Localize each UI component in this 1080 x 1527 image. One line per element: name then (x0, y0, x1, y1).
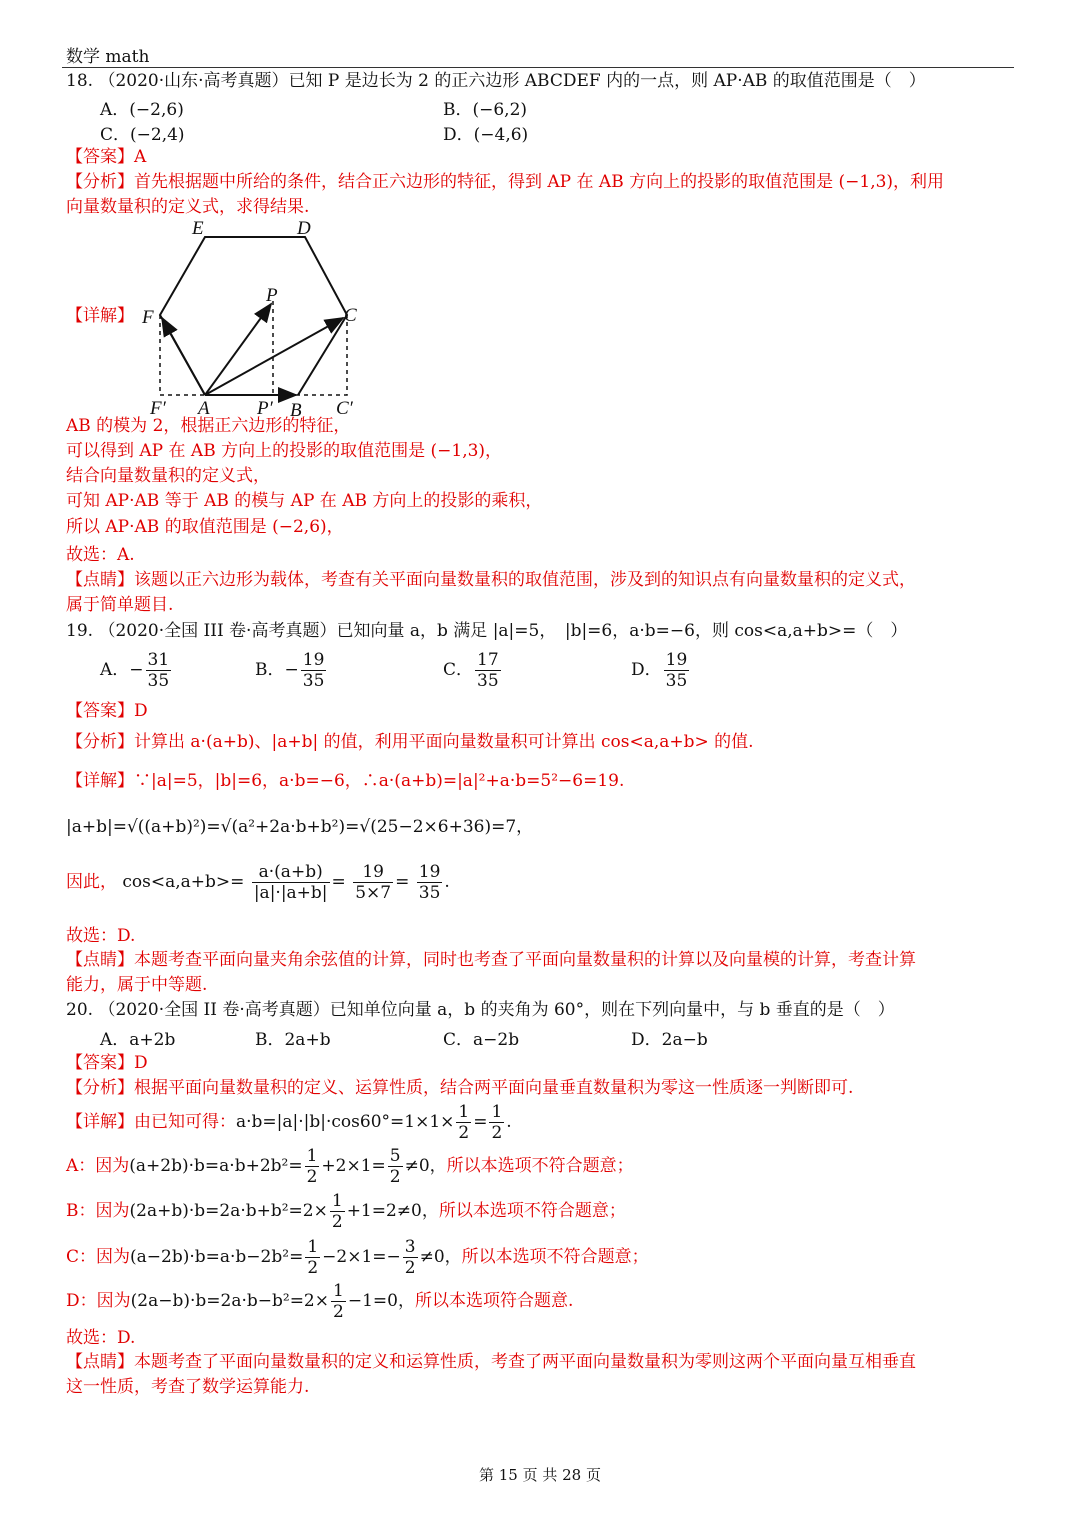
q19-detail: 【详解】∵|a|=5，|b|=6，a·b=−6，∴a·(a+b)=|a|²+a·b=5²−6=19. (66, 771, 625, 791)
q19-option-b: B．− $\frac{19}{35}$ (255, 650, 325, 691)
q18-option-d: D．(−4,6) (443, 125, 529, 145)
q19-option-c: C． $\frac{17}{35}$ (443, 650, 499, 691)
label-b: B (290, 400, 302, 420)
q19-analysis: 【分析】计算出 a·(a+b)、|a+b| 的值，利用平面向量数量积可计算出 cos<a,a+b> 的值. (66, 732, 754, 752)
q19-comment-1: 【点睛】本题考查平面向量夹角余弦值的计算，同时也考查了平面向量数量积的计算以及向量模的计算，考查计算 (66, 950, 916, 970)
vector-ap (205, 304, 271, 395)
q20-option-a: A．a+2b (100, 1030, 176, 1050)
q18-solution-6: 故选：A. (66, 545, 135, 565)
q19-stem: 19. （2020·全国 III 卷·高考真题）已知向量 a，b 满足 |a|=5， |b|=6，a·b=−6，则 cos<a,a+b>=（ ） (66, 621, 908, 641)
q18-option-c: C．(−2,4) (100, 125, 185, 145)
q18-solution-2: 可以得到 AP 在 AB 方向上的投影的取值范围是 (−1,3)， (66, 441, 503, 461)
label-f: F (142, 307, 154, 328)
q18-option-a: A．(−2,6) (100, 100, 184, 120)
q20-analysis: 【分析】根据平面向量数量积的定义、运算性质，结合两平面向量垂直数量积为零这一性质逐一判断即可. (66, 1078, 854, 1098)
q18-detail-label: 【详解】 (66, 306, 134, 326)
q20-stem: 20. （2020·全国 II 卷·高考真题）已知单位向量 a，b 的夹角为 60°，则在下列向量中，与 b 垂直的是（ ） (66, 1000, 895, 1020)
q19-choose: 故选：D. (66, 926, 136, 946)
q20-option-b: B．2a+b (255, 1030, 331, 1050)
q20-option-c: C．a−2b (443, 1030, 520, 1050)
q19-option-a: A．− $\frac{31}{35}$ (100, 650, 170, 691)
q20-option-d: D．2a−b (631, 1030, 708, 1050)
q18-solution-3: 结合向量数量积的定义式， (66, 466, 270, 486)
q18-solution-1: AB 的模为 2，根据正六边形的特征， (66, 416, 351, 436)
q18-analysis-2: 向量数量积的定义式，求得结果. (66, 197, 310, 217)
label-p: P (266, 285, 278, 306)
q18-comment-2: 属于简单题目. (66, 595, 174, 615)
page-number: 第 15 页 共 28 页 (478, 1466, 601, 1484)
q20-choose: 故选：D. (66, 1328, 136, 1348)
header-subject: 数学 math (66, 47, 150, 67)
q18-solution-4: 可知 AP·AB 等于 AB 的模与 AP 在 AB 方向上的投影的乘积， (66, 491, 543, 511)
q20-line-a: A：因为(a+2b)·b=a·b+2b²= $\frac{1}{2}$ +2×1= $\frac{5}{2}$ ≠0，所以本选项不符合题意； (66, 1146, 634, 1187)
q18-option-b: B．(−6,2) (443, 100, 528, 120)
header-rule (62, 67, 1014, 68)
q18-answer: 【答案】A (66, 147, 147, 167)
label-e: E (192, 218, 204, 239)
q18-stem: 18. （2020·山东·高考真题）已知 P 是边长为 2 的正六边形 ABCDEF 内的一点，则 AP·AB 的取值范围是（ ） (66, 71, 926, 91)
q20-line-d: D：因为(2a−b)·b=2a·b−b²=2× $\frac{1}{2}$ −1=0，所以本选项符合题意. (66, 1281, 574, 1322)
vector-af (162, 318, 205, 395)
hexagon-outline (160, 237, 347, 395)
label-c: C (344, 305, 357, 326)
label-d: D (297, 218, 311, 239)
label-fprime: F′ (150, 398, 166, 419)
q20-detail: 【详解】由已知可得：a·b=|a|·|b|·cos60°=1×1× $\frac{1}{2}$ = $\frac{1}{2}$ . (66, 1102, 512, 1143)
hexagon-figure (140, 214, 370, 420)
q18-comment-1: 【点睛】该题以正六边形为载体，考查有关平面向量数量积的取值范围，涉及到的知识点有向量数量积的定义式， (66, 570, 916, 590)
q19-option-d: D． $\frac{19}{35}$ (631, 650, 688, 691)
q20-comment-1: 【点睛】本题考查了平面向量数量积的定义和运算性质，考查了两平面向量数量积为零则这两个平面向量互相垂直 (66, 1352, 916, 1372)
q19-mod-line: |a+b|=√((a+b)²)=√(a²+2a·b+b²)=√(25−2×6+36)=7， (66, 817, 534, 837)
q18-solution-5: 所以 AP·AB 的取值范围是 (−2,6)， (66, 517, 344, 537)
q20-line-b: B：因为(2a+b)·b=2a·b+b²=2× $\frac{1}{2}$ +1=2≠0，所以本选项不符合题意； (66, 1191, 626, 1232)
label-a: A (198, 398, 210, 419)
label-cprime: C′ (336, 398, 353, 419)
q20-comment-2: 这一性质，考查了数学运算能力. (66, 1377, 310, 1397)
q19-cos-line: 因此， cos<a,a+b>= $\frac{a\cdot(a+b)}{|a|\cdot|a+b|}$ = $\frac{19}{5\times 7}$ = $\frac{19}{35}$ . (66, 862, 450, 903)
q19-answer: 【答案】D (66, 701, 148, 721)
q19-comment-2: 能力，属于中等题. (66, 975, 208, 995)
q20-answer: 【答案】D (66, 1053, 148, 1073)
label-pprime: P′ (257, 398, 273, 419)
q20-line-c: C：因为(a−2b)·b=a·b−2b²= $\frac{1}{2}$ −2×1=− $\frac{3}{2}$ ≠0，所以本选项不符合题意； (66, 1237, 649, 1278)
q18-analysis-1: 【分析】首先根据题中所给的条件，结合正六边形的特征，得到 AP 在 AB 方向上的投影的取值范围是 (−1,3)，利用 (66, 172, 945, 192)
